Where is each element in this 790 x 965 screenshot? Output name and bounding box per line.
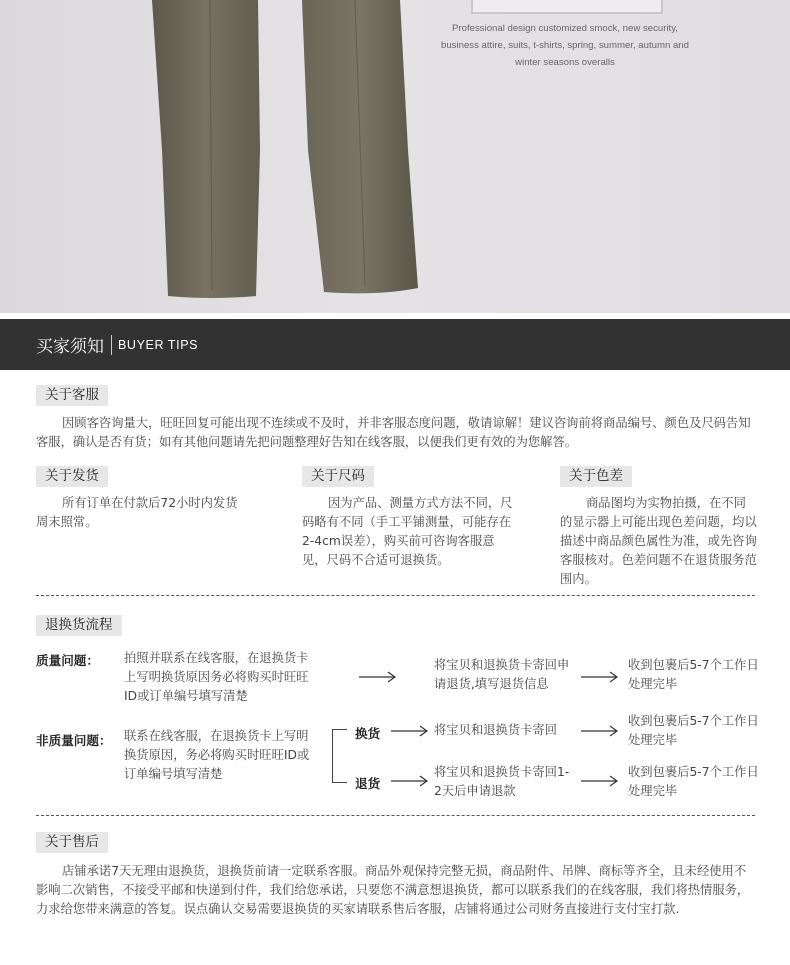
after-sales-text: 店铺承诺7天无理由退换货，退换货前请一定联系客服。商品外观保持完整无损，商品附件、吊牌、商标等齐全，且未经使用不影响二次销售，不接受平邮和快递到付件，我们给您承诺，只要您不满意想退换货，都可以联系我们的在线客服，我们将热情服务，力求给您带来满意的答复。误点确认交易需要退换货的买家请联系售后客服，店铺将通过公司财务直接进行支付宝打款. <box>36 864 750 916</box>
quality-issue-title: 质量问题： <box>36 653 99 668</box>
pants-image <box>150 0 440 300</box>
buyer-tips-header <box>0 319 790 370</box>
quality-step-ship: 将宝贝和退换货卡寄回申请退货,填写退货信息 <box>434 658 570 691</box>
non-quality-step-contact: 联系在线客服，在退换货卡上写明换货原因，务必将购买时旺旺ID或订单编号填写清楚 <box>124 729 310 781</box>
shipping-text: 所有订单在付款后72小时内发货周末照常。 <box>36 496 238 529</box>
section-divider <box>36 595 755 596</box>
hero-description: Professional design customized smock, new security, business attire, suits, t-shirts, spring, summer, autumn and winter seasons overalls <box>441 23 689 68</box>
exchange-label: 换货 <box>355 726 381 741</box>
color-diff-label: 关于色差 <box>560 466 632 487</box>
quality-step-result: 收到包裹后5-7个工作日处理完毕 <box>628 658 759 691</box>
exchange-step-ship: 将宝贝和退换货卡寄回 <box>434 723 557 737</box>
shipping-label: 关于发货 <box>36 466 108 487</box>
arrow-icon <box>358 670 398 684</box>
customer-service-text: 因顾客咨询量大，旺旺回复可能出现不连续或不及时，并非客服态度问题，敬请谅解！建议咨询前将商品编号、颜色及尺码告知客服，确认是否有货；如有其他问题请先把问题整理好告知在线客服，以便我们更有效的为您解答。 <box>36 416 751 449</box>
buyer-tips-title-en: BUYER TIPS <box>118 338 199 352</box>
sizing-text: 因为产品、测量方式方法不同，尺码略有不同（手工平铺测量，可能存在2-4cm误差），购买前可咨询客服意见，尺码不合适可退换货。 <box>302 496 513 567</box>
quality-step-contact: 拍照并联系在线客服，在退换货卡上写明换货原因务必将购买时旺旺ID或订单编号填写清楚 <box>124 651 309 703</box>
product-photo <box>0 0 790 313</box>
caption-frame <box>471 0 663 14</box>
arrow-icon <box>580 724 620 738</box>
arrow-icon <box>580 670 620 684</box>
hero-caption-card <box>433 0 697 74</box>
sizing-label: 关于尺码 <box>302 466 374 487</box>
buyer-tips-title-zh: 买家须知 <box>36 337 104 357</box>
branch-bracket <box>332 729 347 783</box>
refund-label: 退货 <box>355 776 381 791</box>
refund-step-ship: 将宝贝和退换货卡寄回1-2天后申请退款 <box>434 765 570 798</box>
header-divider <box>111 335 112 355</box>
exchange-step-result: 收到包裹后5-7个工作日处理完毕 <box>628 714 759 747</box>
arrow-icon <box>390 774 430 788</box>
color-diff-text: 商品图均为实物拍摄，在不同的显示器上可能出现色差问题，均以描述中商品颜色属性为准，或先咨询客服核对。色差问题不在退货服务范围内。 <box>560 496 757 586</box>
after-sales-label: 关于售后 <box>36 832 108 853</box>
section-divider <box>36 815 755 816</box>
returns-flow-label: 退换货流程 <box>36 615 122 636</box>
refund-step-result: 收到包裹后5-7个工作日处理完毕 <box>628 765 759 798</box>
arrow-icon <box>580 774 620 788</box>
customer-service-label: 关于客服 <box>36 385 108 406</box>
non-quality-issue-title: 非质量问题： <box>36 733 112 748</box>
arrow-icon <box>390 724 430 738</box>
